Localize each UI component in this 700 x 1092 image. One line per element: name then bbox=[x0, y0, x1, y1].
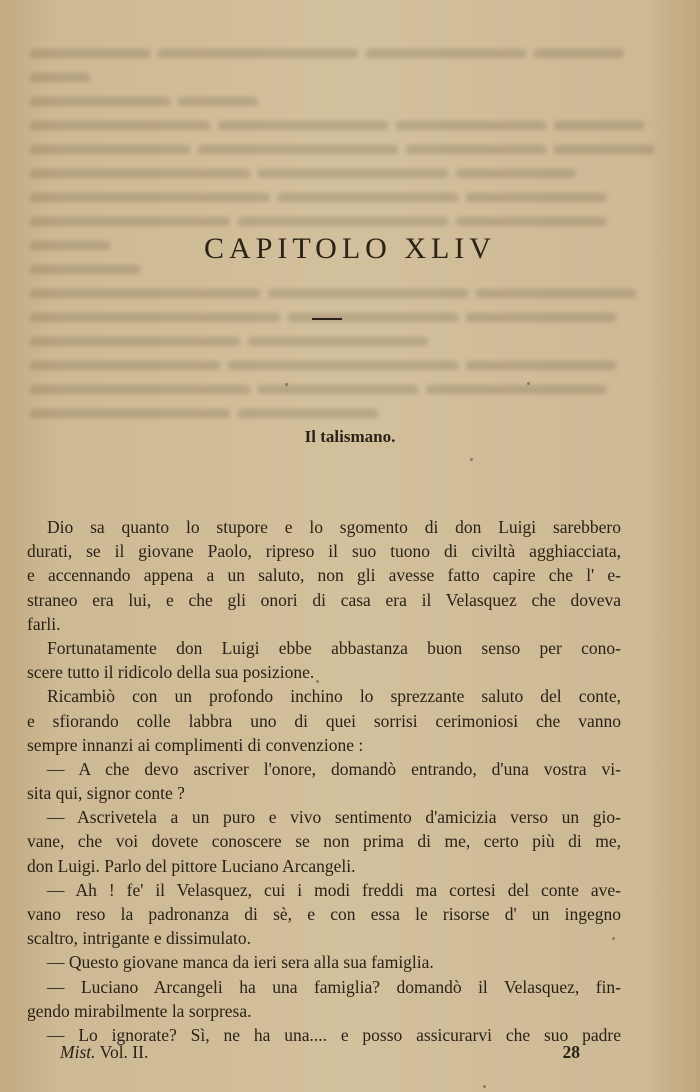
text-line: e sfiorando colle labbra uno di quei sorrisi cerimoniosi che vanno bbox=[27, 710, 621, 731]
text-line: — Luciano Arcangeli ha una famiglia? domandò il Velasquez, fin- bbox=[47, 976, 621, 997]
text-line: durati, se il giovane Paolo, ripreso il suo tuono di civiltà agghiacciata, bbox=[27, 541, 621, 562]
chapter-title: Il talismano. bbox=[304, 427, 396, 446]
text-line: vane, che voi dovete conoscere se non prima di me, certo più di me, bbox=[27, 831, 621, 852]
paper-speck bbox=[612, 937, 615, 940]
signature-mark bbox=[60, 1042, 148, 1063]
text-line: sita qui, signor conte ? bbox=[27, 783, 185, 804]
text-line: gendo mirabilmente la sorpresa. bbox=[27, 1000, 252, 1021]
text-line: e accennando appena a un saluto, non gli avesse fatto capire che l' e- bbox=[27, 565, 621, 586]
chapter-heading: CAPITOLO XLIV bbox=[204, 232, 496, 265]
paper-speck bbox=[527, 382, 530, 385]
heading-divider bbox=[312, 318, 342, 320]
body-text bbox=[27, 515, 621, 1047]
text-line: — Ah ! fe' il Velasquez, cui i modi freddi ma cortesi del conte ave- bbox=[47, 879, 621, 900]
text-line: — Questo giovane manca da ieri sera alla sua famiglia. bbox=[47, 952, 434, 973]
page-footer bbox=[60, 1042, 580, 1066]
text-line: scere tutto il ridicolo della sua posizione. bbox=[27, 662, 315, 683]
text-line: Fortunatamente don Luigi ebbe abbastanza buon senso per cono- bbox=[47, 637, 621, 658]
paper-speck bbox=[483, 1085, 486, 1088]
paper-speck bbox=[316, 680, 319, 683]
page-number: 28 bbox=[562, 1042, 580, 1062]
paper-speck bbox=[285, 383, 288, 386]
paper-speck bbox=[470, 458, 473, 461]
text-line: don Luigi. Parlo del pittore Luciano Arcangeli. bbox=[27, 855, 356, 876]
text-line: Dio sa quanto lo stupore e lo sgomento di don Luigi sarebbero bbox=[47, 517, 621, 537]
text-line: — A che devo ascriver l'onore, domandò entrando, d'una vostra vi- bbox=[47, 758, 621, 779]
text-line: Ricambiò con un profondo inchino lo sprezzante saluto del conte, bbox=[47, 686, 621, 707]
text-line: — Ascrivetela a un puro e vivo sentimento d'amicizia verso un gio- bbox=[47, 807, 621, 828]
text-line: scaltro, intrigante e dissimulato. bbox=[27, 928, 252, 949]
text-line: farli. bbox=[27, 613, 61, 634]
text-line: straneo era lui, e che gli onori di casa era il Velasquez che doveva bbox=[27, 589, 621, 610]
signature-volume: Vol. II. bbox=[99, 1042, 149, 1062]
signature-italic: Mist. bbox=[60, 1042, 96, 1062]
text-line: vano reso la padronanza di sè, e con essa le risorse d' un ingegno bbox=[27, 904, 621, 924]
text-line: — Lo ignorate? Sì, ne ha una.... e posso assicurarvi che suo padre bbox=[47, 1024, 621, 1045]
text-line: sempre innanzi ai complimenti di convenzione : bbox=[27, 734, 364, 755]
